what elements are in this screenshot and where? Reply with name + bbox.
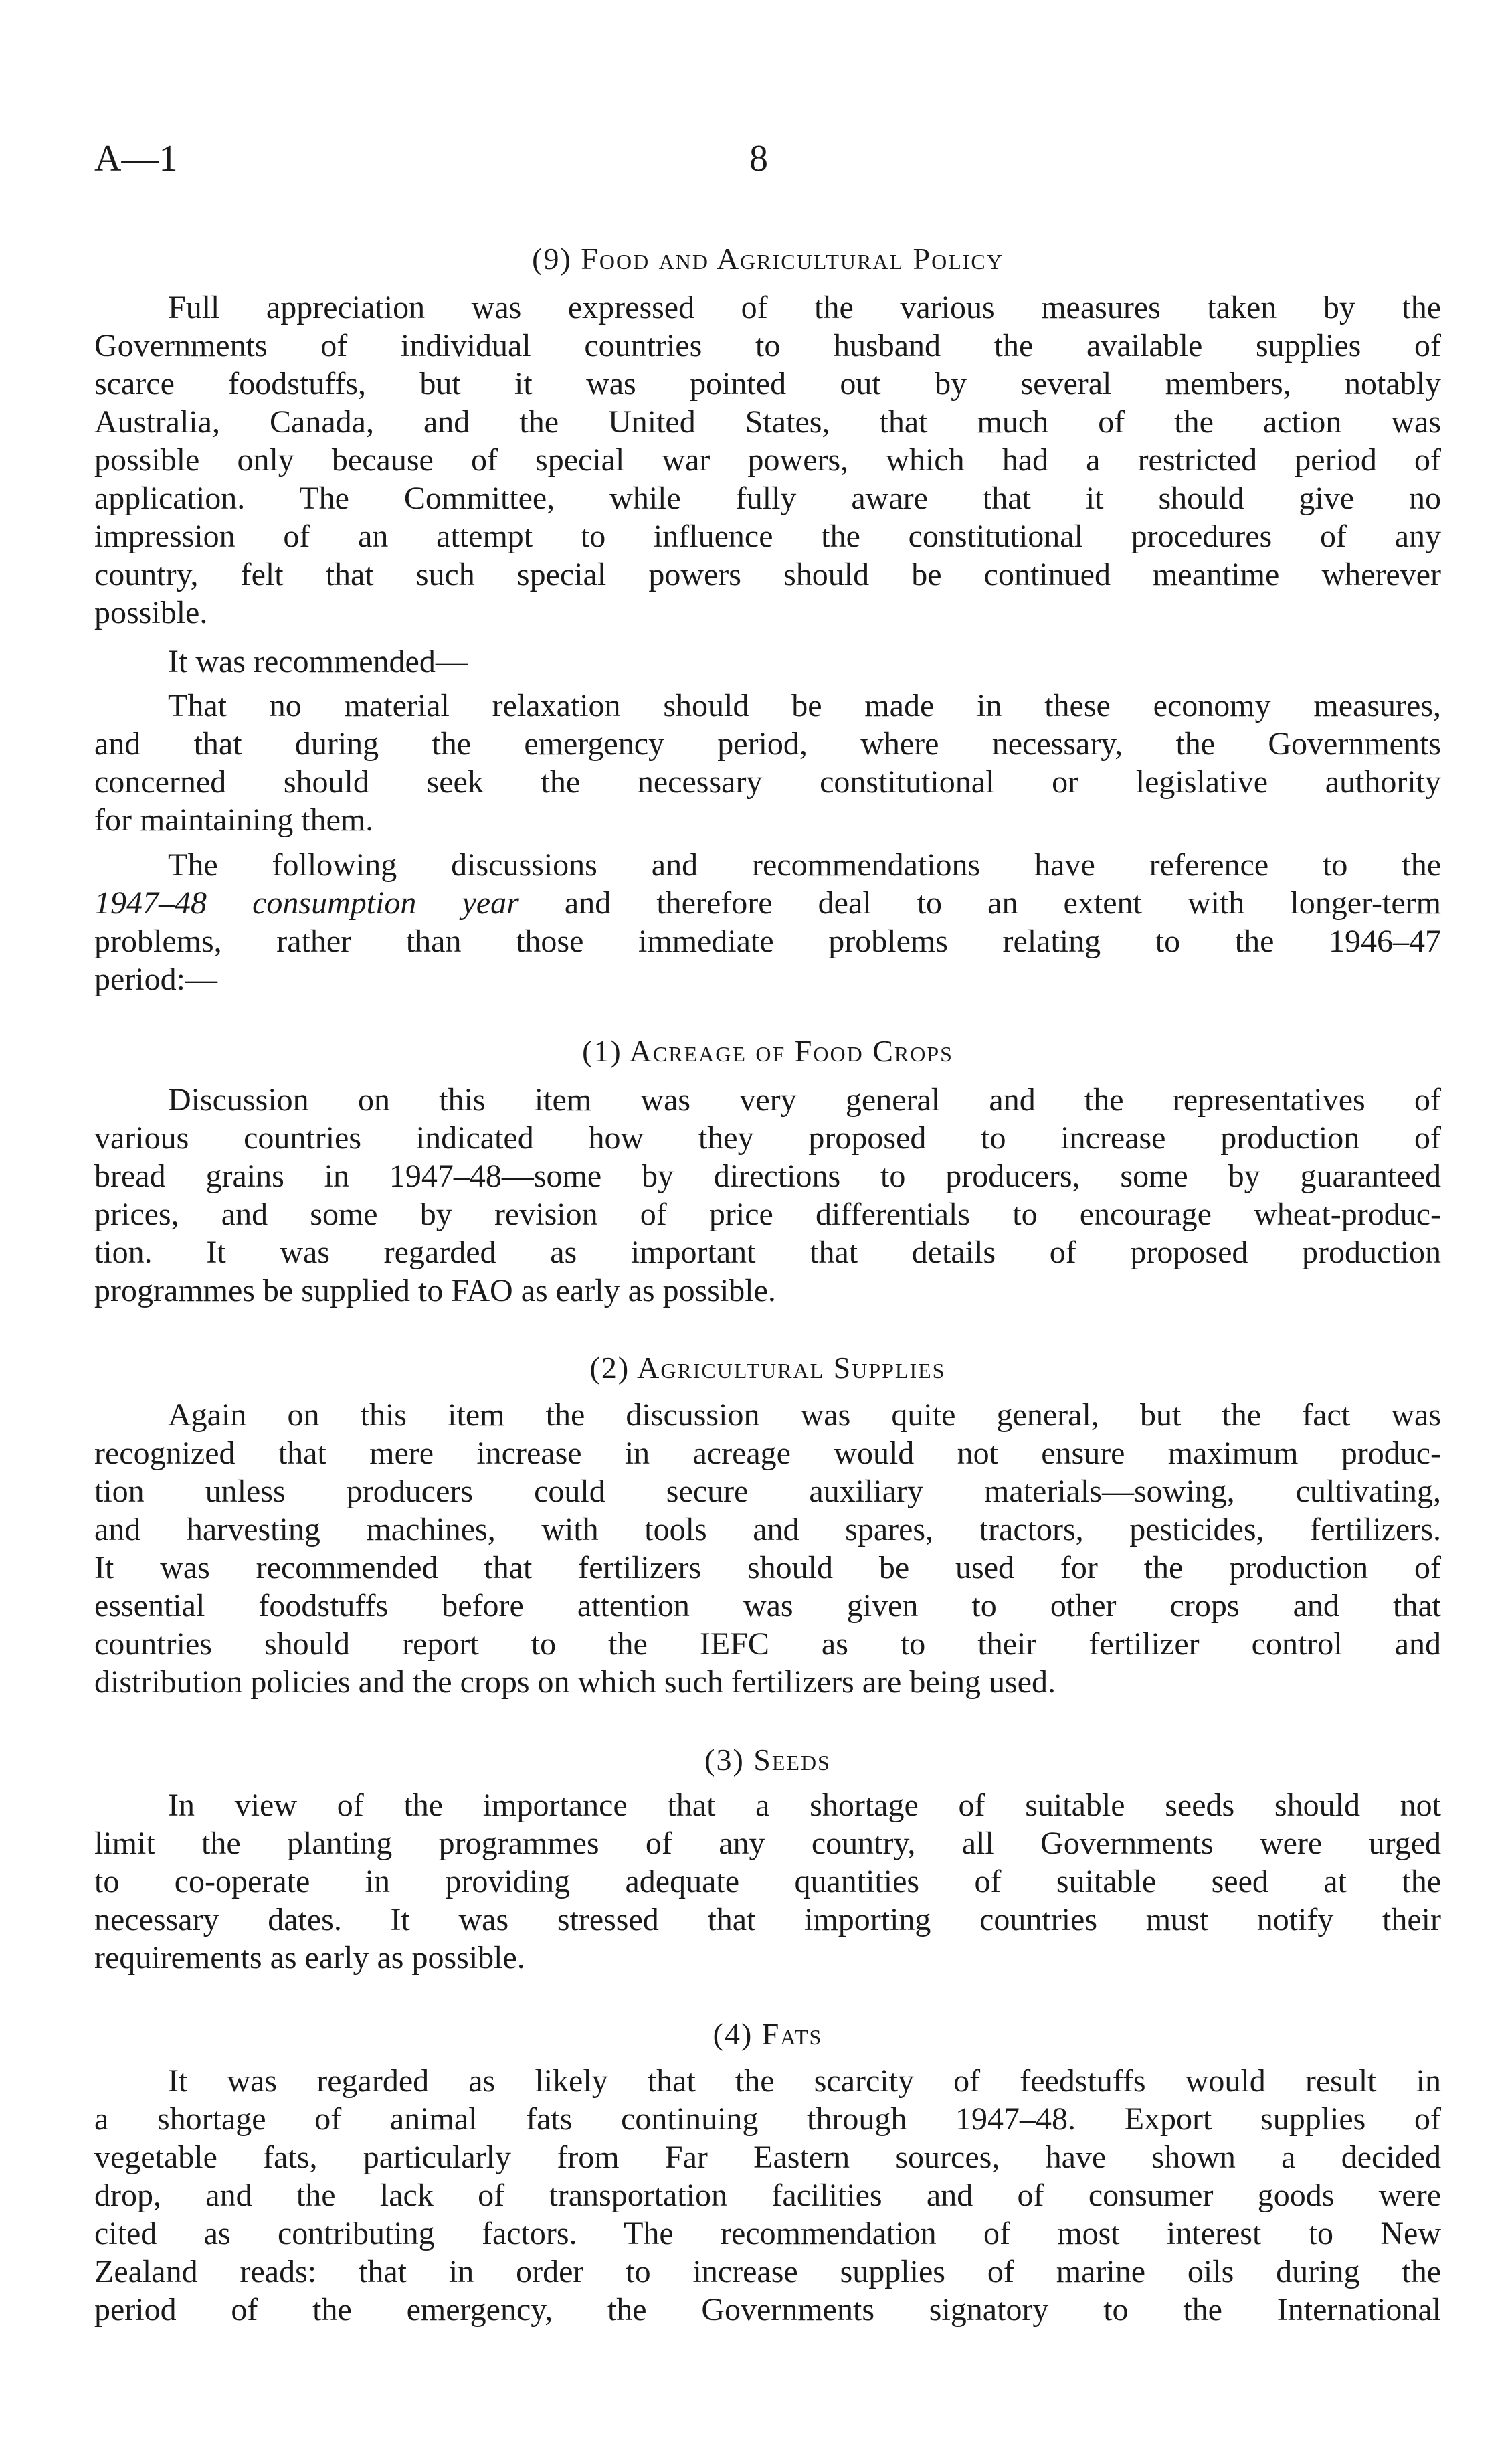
italic-term: 1947–48 consumption year: [94, 885, 519, 921]
text-line: drop, and the lack of transportation facilities and of consumer goods were: [94, 2178, 1441, 2213]
paragraph: [94, 1081, 1441, 1310]
text-line: programmes be supplied to FAO as early as possible.: [94, 1273, 776, 1308]
text-line: recognized that mere increase in acreage would not ensure maximum produc-: [94, 1435, 1441, 1471]
text-line: countries should report to the IEFC as to their fertilizer control and: [94, 1626, 1441, 1662]
text-span: and therefore deal to an extent with longer-term: [518, 885, 1441, 921]
text-line: scarce foodstuffs, but it was pointed out by several members, notably: [94, 366, 1441, 402]
text-line: cited as contributing factors. The recommendation of most interest to New: [94, 2216, 1441, 2251]
text-line: tion unless producers could secure auxiliary materials—sowing, cultivating,: [94, 1474, 1441, 1509]
paragraph: [94, 846, 1441, 998]
text-line: period of the emergency, the Governments signatory to the International: [94, 2292, 1441, 2328]
text-line: requirements as early as possible.: [94, 1940, 525, 1976]
text-line: concerned should seek the necessary constitutional or legislative authority: [94, 764, 1441, 800]
paragraph: [94, 1786, 1441, 1977]
text-line: Australia, Canada, and the United States, that much of the action was: [94, 404, 1441, 440]
text-line: a shortage of animal fats continuing through 1947–48. Export supplies of: [94, 2101, 1441, 2137]
text-line: In view of the importance that a shortage of suitable seeds should not: [168, 1787, 1441, 1823]
text-line: It was recommended that fertilizers should be used for the production of: [94, 1550, 1441, 1585]
paragraph: [94, 687, 1441, 839]
section-heading: (9) Food and Agricultural Policy: [532, 242, 1004, 276]
text-line: That no material relaxation should be made in these economy measures,: [168, 688, 1441, 723]
text-line: vegetable fats, particularly from Far Eastern sources, have shown a decided: [94, 2139, 1441, 2175]
text-line: bread grains in 1947–48—some by directions to producers, some by guaranteed: [94, 1158, 1441, 1194]
text-line: tion. It was regarded as important that details of proposed production: [94, 1235, 1441, 1270]
text-line: Again on this item the discussion was quite general, but the fact was: [168, 1397, 1441, 1433]
text-line: distribution policies and the crops on which such fertilizers are being used.: [94, 1664, 1056, 1700]
section-heading: (1) Acreage of Food Crops: [582, 1034, 953, 1068]
text-line: essential foodstuffs before attention was given to other crops and that: [94, 1588, 1441, 1624]
paragraph: [94, 2062, 1441, 2329]
text-line: and that during the emergency period, where necessary, the Governments: [94, 726, 1441, 762]
text-line: prices, and some by revision of price differentials to encourage wheat-produc-: [94, 1197, 1441, 1232]
text-line: period:—: [94, 962, 217, 997]
text-line: Governments of individual countries to husband the available supplies of: [94, 328, 1441, 363]
text-line: It was regarded as likely that the scarcity of feedstuffs would result in: [168, 2063, 1441, 2099]
section-heading: (2) Agricultural Supplies: [589, 1350, 946, 1385]
text-line: It was recommended—: [168, 644, 468, 679]
text-line: Discussion on this item was very general and the representatives of: [168, 1082, 1441, 1118]
text-line: country, felt that such special powers should be continued meantime wherever: [94, 557, 1441, 592]
text-line: Zealand reads: that in order to increase supplies of marine oils during the: [94, 2254, 1441, 2289]
text-line: impression of an attempt to influence the constitutional procedures of any: [94, 519, 1441, 554]
text-line: various countries indicated how they proposed to increase production of: [94, 1120, 1441, 1156]
text-line: limit the planting programmes of any country, all Governments were urged: [94, 1826, 1441, 1861]
document-id: A—1: [94, 138, 178, 179]
text-line: possible only because of special war powers, which had a restricted period of: [94, 442, 1441, 478]
text-line: [94, 884, 1441, 922]
text-line: necessary dates. It was stressed that importing countries must notify their: [94, 1902, 1441, 1937]
page-number: 8: [749, 138, 768, 179]
text-line: application. The Committee, while fully aware that it should give no: [94, 480, 1441, 516]
text-line: problems, rather than those immediate problems relating to the 1946–47: [94, 924, 1441, 959]
section-heading: (4) Fats: [713, 2017, 823, 2051]
text-line: Full appreciation was expressed of the various measures taken by the: [168, 290, 1441, 325]
paragraph: [94, 1396, 1441, 1701]
text-line: and harvesting machines, with tools and spares, tractors, pesticides, fertilizers.: [94, 1512, 1441, 1547]
paragraph: [94, 642, 1441, 681]
text-line: The following discussions and recommendations have reference to the: [168, 847, 1441, 883]
section-heading: (3) Seeds: [704, 1743, 831, 1777]
text-line: for maintaining them.: [94, 802, 374, 838]
text-line: possible.: [94, 595, 208, 630]
paragraph: [94, 288, 1441, 632]
text-line: to co-operate in providing adequate quantities of suitable seed at the: [94, 1864, 1441, 1899]
